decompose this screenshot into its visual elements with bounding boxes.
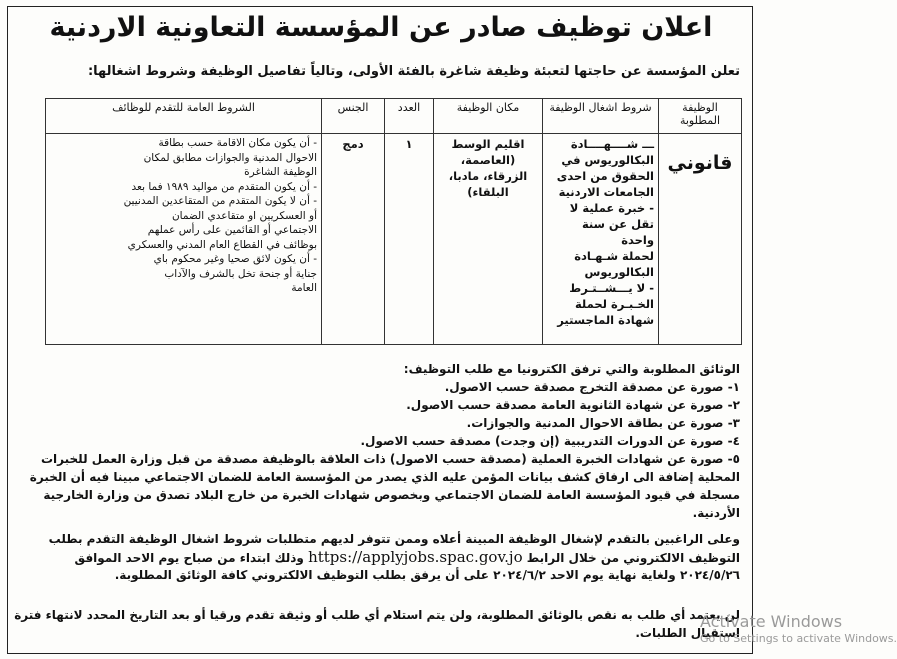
condition-line: الحقوق من احدى — [556, 169, 654, 183]
header-place: مكان الوظيفة — [434, 99, 543, 134]
intro-text: تعلن المؤسسة عن حاجتها لتعبئة وظيفة شاغرة بالفئة الأولى، وتالياً تفاصيل الوظيفة وشروط اشغالها: — [87, 64, 740, 79]
document-item-5-line: المحلية إضافة الى ارفاق كشف بيانات المؤمن عليه الذي يصدر من المؤسسة العامة للضمان الاجتماعي مبينا فيه أن الخبرة — [29, 470, 740, 484]
document-item: ٢- صورة عن شهادة الثانوية العامة مصدقة حسب الاصول. — [406, 398, 740, 412]
general-condition-line: الاجتماعي أو القائمين على رأس عملهم — [147, 224, 317, 236]
condition-line: لحملة شـهـادة — [574, 249, 654, 263]
count-value: ١ — [405, 137, 413, 151]
job-count-cell — [385, 134, 434, 345]
documents-heading: الوثائق المطلوبة والتي ترفق الكترونيا مع طلب التوظيف: — [403, 362, 740, 376]
condition-line: البكالوريوس في — [561, 153, 654, 167]
document-item-5-line: ٥- صورة عن شهادات الخبرة العملية (مصدقة حسب الاصول) ذات العلاقة بالوظيفة مصدقة من قبل وزارة العمل للخبرات — [40, 452, 740, 466]
header-general-conditions: الشروط العامة للتقدم للوظائف — [46, 99, 322, 134]
general-conditions-cell — [46, 134, 322, 345]
condition-line: ـــ شــــهــــادة — [570, 137, 654, 151]
general-condition-line: العامة — [291, 282, 317, 294]
place-line: البلقاء) — [467, 185, 509, 199]
condition-line: البكالوريوس — [584, 265, 654, 279]
general-condition-line: جناية أو جنحة تخل بالشرف والآداب — [164, 267, 317, 280]
document-item: ٤- صورة عن الدورات التدريبية (إن وجدت) مصدقة حسب الاصول. — [360, 434, 740, 448]
application-line-with-link — [20, 548, 740, 566]
condition-line: شهادة الماجستير — [557, 313, 654, 327]
place-line: اقليم الوسط — [451, 137, 525, 151]
apply-link[interactable]: https://applyjobs.spac.gov.jo — [308, 548, 523, 566]
document-item-5-line: مسجلة في قيود المؤسسة العامة للضمان الاجتماعي وبخصوص شهادات الخبرة من خارج البلاد تصدق من وزارة الخارجية — [43, 488, 740, 502]
job-title-cell: قانوني — [659, 134, 742, 345]
document-item: ١- صورة عن مصدقة التخرج مصدقة حسب الاصول. — [444, 380, 740, 394]
application-text: التوظيف الالكتروني من خلال الرابط — [526, 551, 740, 565]
condition-line: - لا يـــشــتـرط — [569, 281, 654, 295]
table-header-row — [46, 99, 742, 134]
general-condition-line: - أن يكون لائق صحيا وغير محكوم باي — [153, 253, 317, 265]
general-condition-line: الوظيفة الشاغرة — [244, 166, 317, 178]
general-condition-line: بوظائف في القطاع العام المدني والعسكري — [127, 238, 317, 251]
general-condition-line: - أن لا يكون المتقدم من المتقاعدين المدنيين — [123, 195, 317, 207]
job-conditions-cell — [543, 134, 659, 345]
table-row — [46, 134, 742, 345]
header-conditions: شروط اشغال الوظيفة — [543, 99, 659, 134]
application-text: وذلك ابتداء من صباح يوم الاحد الموافق — [74, 551, 304, 565]
document-item: ٣- صورة عن بطاقة الاحوال المدنية والجوازات. — [466, 416, 740, 430]
document-item-5-line: الأردنية. — [692, 506, 740, 520]
general-condition-line: الاحوال المدنية والجوازات مطابق لمكان — [143, 151, 317, 164]
condition-line: - خبرة عملية لا — [569, 201, 654, 215]
activation-watermark — [700, 612, 897, 656]
watermark-subtitle: Go to Settings to activate Windows. — [700, 632, 897, 645]
condition-line: تقل عن سنة واحدة — [581, 217, 654, 247]
header-job: الوظيفة المطلوبة — [659, 99, 742, 134]
closing-note — [14, 606, 740, 642]
general-condition-line: - أن يكون المتقدم من مواليد ١٩٨٩ فما بعد — [131, 180, 317, 193]
place-line: (العاصمة، — [460, 153, 516, 167]
condition-line: الجامعات الاردنية — [558, 185, 654, 199]
header-gender: الجنس — [322, 99, 385, 134]
note-line: استقبال الطلبات. — [635, 626, 740, 640]
general-condition-line: - أن يكون مكان الاقامة حسب بطاقة — [158, 137, 317, 149]
job-place-cell — [434, 134, 543, 345]
documents-section — [20, 360, 740, 584]
header-count: العدد — [385, 99, 434, 134]
gender-value: دمج — [342, 137, 364, 151]
job-table — [45, 98, 742, 345]
condition-line: الخـبـرة لحملة — [574, 297, 654, 311]
watermark-title: Activate Windows — [700, 612, 843, 631]
application-line: وعلى الراغبين بالتقدم لإشغال الوظيفة المبينة أعلاه وممن تتوفر لديهم متطلبات شروط اشغال الوظيفة التقدم بطلب — [48, 532, 740, 546]
page-title: اعلان توظيف صادر عن المؤسسة التعاونية الاردنية — [49, 12, 713, 43]
place-line: الزرقاء، مادبا، — [448, 169, 528, 183]
application-line: ٢٠٢٤/٥/٢٦ ولغاية نهاية يوم الاحد ٢٠٢٤/٦/٢ على أن يرفق بطلب التوظيف الالكتروني كافة الوثائق المطلوبة. — [114, 568, 740, 582]
general-condition-line: أو العسكريين او متقاعدي الضمان — [171, 209, 317, 222]
job-gender-cell — [322, 134, 385, 345]
note-line: لن يعتمد أي طلب به نقص بالوثائق المطلوبة، ولن يتم استلام أي طلب أو وثيقة تقدم ورقيا أو بعد التاريخ المحدد لانتهاء فترة — [14, 608, 740, 622]
